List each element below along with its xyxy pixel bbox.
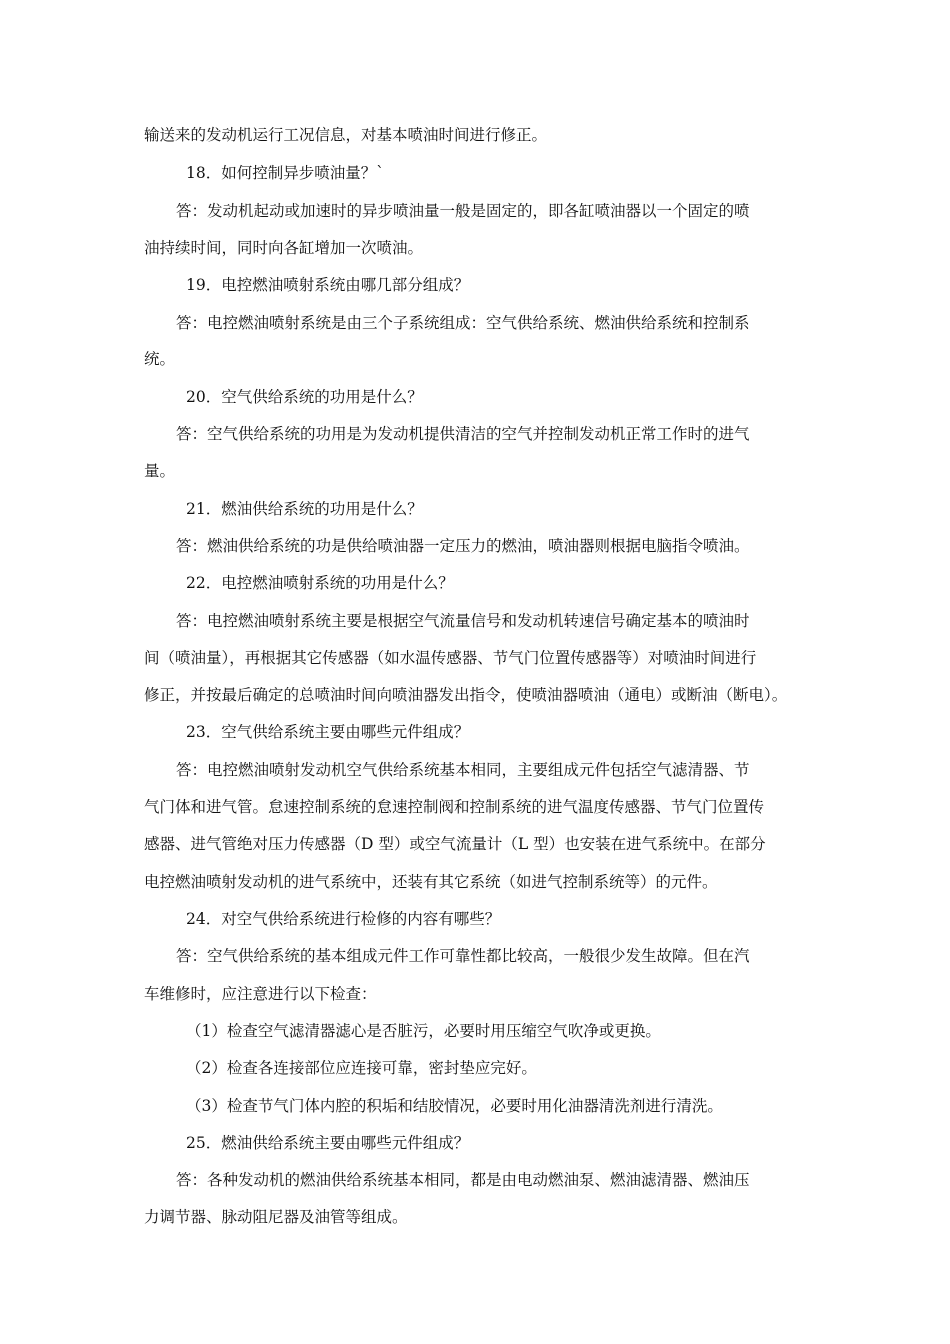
- list-item: （2）检查各连接部位应连接可靠，密封垫应完好。: [186, 1059, 537, 1077]
- answer-line: 答：空气供给系统的功用是为发动机提供清洁的空气并控制发动机正常工作时的进气: [176, 425, 750, 443]
- text-line: 电控燃油喷射发动机的进气系统中，还装有其它系统（如进气控制系统等）的元件。: [144, 873, 718, 891]
- question-heading: 19．电控燃油喷射系统由哪几部分组成？: [186, 276, 470, 294]
- text-line: 修正，并按最后确定的总喷油时间向喷油器发出指令，使喷油器喷油（通电）或断油（断电）。: [144, 686, 788, 704]
- text-line: 间（喷油量），再根据其它传感器（如水温传感器、节气门位置传感器等）对喷油时间进行: [144, 649, 757, 667]
- text-line: 油持续时间，同时向各缸增加一次喷油。: [144, 239, 424, 257]
- question-heading: 25．燃油供给系统主要由哪些元件组成？: [186, 1134, 470, 1152]
- question-heading: 23．空气供给系统主要由哪些元件组成？: [186, 723, 470, 741]
- text-line: 力调节器、脉动阻尼器及油管等组成。: [144, 1208, 408, 1226]
- answer-line: 答：电控燃油喷射系统主要是根据空气流量信号和发动机转速信号确定基本的喷油时: [176, 612, 750, 630]
- question-heading: 24．对空气供给系统进行检修的内容有哪些？: [186, 910, 501, 928]
- question-heading: 18．如何控制异步喷油量？`: [186, 164, 384, 182]
- question-heading: 21．燃油供给系统的功用是什么？: [186, 500, 423, 518]
- answer-line: 答：电控燃油喷射发动机空气供给系统基本相同，主要组成元件包括空气滤清器、节: [176, 761, 750, 779]
- answer-line: 答：发动机起动或加速时的异步喷油量一般是固定的，即各缸喷油器以一个固定的喷: [176, 202, 750, 220]
- answer-line: 答：空气供给系统的基本组成元件工作可靠性都比较高，一般很少发生故障。但在汽: [176, 947, 750, 965]
- text-line: 感器、进气管绝对压力传感器（D 型）或空气流量计（L 型）也安装在进气系统中。在部分: [144, 835, 766, 853]
- list-item: （1）检查空气滤清器滤心是否脏污，必要时用压缩空气吹净或更换。: [186, 1022, 661, 1040]
- text-line: 气门体和进气管。怠速控制系统的怠速控制阀和控制系统的进气温度传感器、节气门位置传: [144, 798, 765, 816]
- question-heading: 22．电控燃油喷射系统的功用是什么？: [186, 574, 454, 592]
- answer-line: 答：燃油供给系统的功是供给喷油器一定压力的燃油，喷油器则根据电脑指令喷油。: [176, 537, 750, 555]
- answer-line: 答：电控燃油喷射系统是由三个子系统组成：空气供给系统、燃油供给系统和控制系: [176, 314, 750, 332]
- text-line: 统。: [144, 350, 176, 368]
- answer-line: 答：各种发动机的燃油供给系统基本相同，都是由电动燃油泵、燃油滤清器、燃油压: [176, 1171, 750, 1189]
- text-line: 量。: [144, 462, 176, 480]
- text-line: 车维修时，应注意进行以下检查：: [144, 985, 377, 1003]
- list-item: （3）检查节气门体内腔的积垢和结胶情况，必要时用化油器清洗剂进行清洗。: [186, 1097, 723, 1115]
- text-line: 输送来的发动机运行工况信息，对基本喷油时间进行修正。: [144, 126, 548, 144]
- question-heading: 20．空气供给系统的功用是什么？: [186, 388, 423, 406]
